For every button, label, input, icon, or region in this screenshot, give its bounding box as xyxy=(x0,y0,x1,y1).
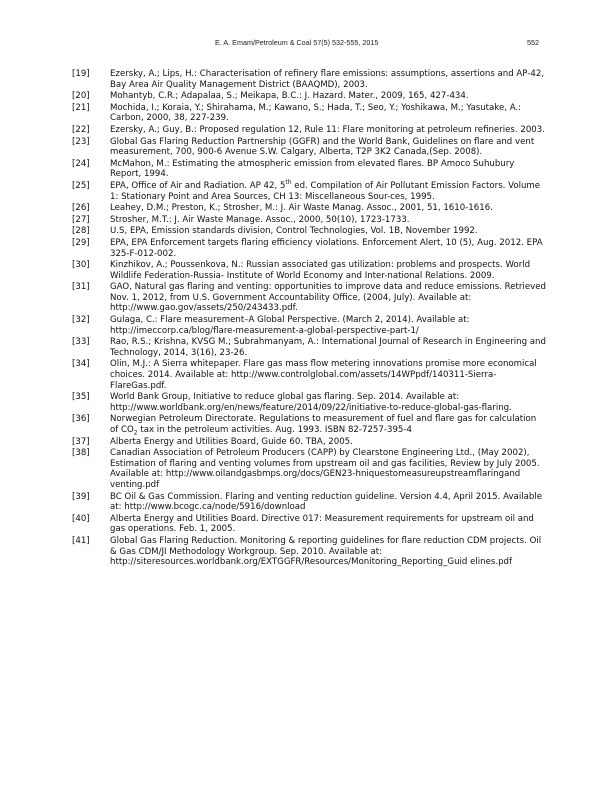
reference-entry xyxy=(72,103,547,124)
reference-text: Canadian Association of Petroleum Producers (CAPP) by Clearstone Engineering Ltd., (May 2002), Estimation of flaring and venting volumes from upstream oil and gas facilities, Review by July 2005. Available at: http://www.oilandgasbmps.org/docs/GEN23-hniquestomeasureupstreamflaringand venting.pdf xyxy=(110,448,540,490)
reference-entry xyxy=(72,159,547,180)
reference-text: Ezersky, A.; Guy, B.: Proposed regulation 12, Rule 11: Flare monitoring at petroleum refineries. 2003. xyxy=(110,124,545,135)
reference-text: McMahon, M.: Estimating the atmospheric emission from elevated flares. BP Amoco Suhubury Report, 1994. xyxy=(110,158,515,180)
reference-number: [40] xyxy=(72,513,90,524)
reference-number: [28] xyxy=(72,226,90,237)
reference-number: [25] xyxy=(72,180,90,191)
reference-text: GAO, Natural gas flaring and venting: opportunities to improve data and reduce emissions. Retrieved Nov. 1, 2012, from U.S. Government Accountability Office, (2004, July). Available at: http://www.gao.gov/assets/250/243433.pdf. xyxy=(110,282,546,314)
reference-list xyxy=(72,69,547,569)
reference-entry xyxy=(72,203,547,214)
reference-text-part: tax in the petroleum activities. Aug. 1993. ISBN 82-7257-395-4 xyxy=(137,425,412,435)
reference-number: [37] xyxy=(72,436,90,447)
reference-number: [24] xyxy=(72,158,90,169)
reference-entry xyxy=(72,137,547,158)
reference-number: [36] xyxy=(72,414,90,425)
reference-entry xyxy=(72,238,547,259)
reference-number: [19] xyxy=(72,69,90,79)
reference-number: [35] xyxy=(72,392,90,403)
reference-text: EPA, EPA Enforcement targets flaring efficiency violations. Enforcement Alert, 10 (5), Aug. 2012. EPA 325-F-012-002. xyxy=(110,237,543,259)
reference-text: Strosher, M.T.: J. Air Waste Manage. Assoc., 2000, 50(10), 1723-1733. xyxy=(110,214,410,225)
reference-number: [29] xyxy=(72,237,90,248)
reference-entry xyxy=(72,514,547,535)
reference-text: Alberta Energy and Utilities Board, Guide 60. TBA, 2005. xyxy=(110,436,353,447)
reference-text: U.S, EPA, Emission standards division, Control Technologies, Vol. 1B, November 1992. xyxy=(110,226,478,237)
reference-text: Mohantyb, C.R.; Adapalaa, S.; Meikapa, B.C.: J. Hazard. Mater., 2009, 165, 427-434. xyxy=(110,91,469,102)
reference-number: [31] xyxy=(72,282,90,293)
reference-text: Mochida, I.; Koraia, Y.; Shirahama, M.; Kawano, S.; Hada, T.; Seo, Y.; Yoshikawa, M.; Yasutake, A.: Carbon, 2000, 38, 227-239. xyxy=(110,102,522,124)
reference-number: [41] xyxy=(72,535,90,546)
superscript: th xyxy=(285,179,292,187)
reference-number: [27] xyxy=(72,214,90,225)
reference-entry xyxy=(72,315,547,336)
reference-entry xyxy=(72,359,547,391)
reference-text: Leahey, D.M.; Preston, K.; Strosher, M.: J. Air Waste Manag. Assoc., 2001, 51, 1610-1616. xyxy=(110,203,493,214)
reference-text: World Bank Group, Initiative to reduce global gas flaring. Sep. 2014. Available at: http://www.worldbank.org/en/news/feature/2014/09/22/initiative-to-reduce-global-gas-flaring. xyxy=(110,392,512,413)
reference-entry xyxy=(72,337,547,358)
reference-text: Olin, M.J.: A Sierra whitepaper. Flare gas mass flow metering innovations promise more economical choices. 2014. Available at: http://www.controlglobal.com/assets/14WPpdf/140311-Sierra-FlareGas.pdf. xyxy=(110,359,537,391)
reference-text-part: EPA, Office of Air and Radiation. AP 42, 5 xyxy=(110,180,286,191)
reference-entry xyxy=(72,226,547,237)
reference-number: [34] xyxy=(72,359,90,370)
reference-number: [38] xyxy=(72,448,90,459)
reference-text: Gulaga, C.: Flare measurement–A Global Perspective. (March 2, 2014). Available at: http://imeccorp.ca/blog/flare-measurement-a-global-perspective-part-1/ xyxy=(110,315,470,336)
reference-entry xyxy=(72,448,547,490)
reference-entry xyxy=(72,437,547,448)
reference-text: Global Gas Flaring Reduction Partnership (GGFR) and the World Bank, Guidelines on flare and vent measurement, 700, 900-6 Avenue S.W. Calgary, Alberta, T2P 3K2 Canada,(Sep. 2008). xyxy=(110,136,535,158)
reference-entry xyxy=(72,125,547,136)
subscript: 2 xyxy=(133,429,138,437)
reference-text: Rao, R.S.; Krishna, KVSG M.; Subrahmanyam, A.: International Journal of Research in Engineering and Technology, 2014, 3(16), 23-26. xyxy=(110,337,546,358)
reference-text: Global Gas Flaring Reduction. Monitoring & reporting guidelines for flare reduction CDM projects. Oil & Gas CDM/JI Methodology Workgroup. Sep. 2010. Available at: http://siteresources.worldbank.org/EXTGGFR/Resources/Monitoring_Reporting_Guid elines.pdf xyxy=(110,535,542,568)
reference-entry xyxy=(72,260,547,281)
reference-entry xyxy=(72,492,547,513)
reference-number: [30] xyxy=(72,260,90,271)
reference-number: [21] xyxy=(72,102,90,113)
reference-text: Ezersky, A.; Lips, H.: Characterisation of refinery flare emissions: assumptions, assertions and AP-42, Bay Area Air Quality Management District (BAAQMD), 2003. xyxy=(110,69,545,90)
reference-text xyxy=(110,181,547,202)
reference-number: [23] xyxy=(72,136,90,147)
reference-text-part: Norwegian Petroleum Directorate. Regulations to measurement of fuel and flare gas for calculation of CO xyxy=(110,414,537,435)
reference-text: BC Oil & Gas Commission. Flaring and venting reduction guideline. Version 4.4, April 2015. Available at: http://www.bcogc.ca/node/5916/download xyxy=(110,491,542,513)
reference-number: [22] xyxy=(72,124,90,135)
reference-number: [32] xyxy=(72,315,90,326)
running-head: E. A. Emam/Petroleum & Coal 57(5) 532-555, 2015 xyxy=(215,38,379,47)
reference-text xyxy=(110,414,547,435)
reference-entry xyxy=(72,392,547,413)
reference-entry xyxy=(72,282,547,314)
reference-number: [39] xyxy=(72,491,90,502)
reference-text-part: ed. Compilation of Air Pollutant Emission Factors. Volume 1: Stationary Point and Area Sources, CH 13: Miscellaneous Sour-ces, 1995. xyxy=(110,180,541,202)
reference-entry xyxy=(72,536,547,568)
reference-entry xyxy=(72,69,547,90)
reference-number: [20] xyxy=(72,91,90,102)
page-number: 552 xyxy=(527,38,539,47)
reference-entry xyxy=(72,414,547,435)
reference-text: Kinzhikov, A.; Poussenkova, N.: Russian associated gas utilization: problems and prospects. World Wildlife Federation-Russia- Institute of World Economy and Inter-national Relations. 2009. xyxy=(110,260,531,281)
reference-entry xyxy=(72,91,547,102)
reference-entry xyxy=(72,181,547,202)
reference-number: [26] xyxy=(72,203,90,214)
reference-number: [33] xyxy=(72,337,90,348)
reference-entry xyxy=(72,215,547,226)
reference-text: Alberta Energy and Utilities Board. Directive 017: Measurement requirements for upstream oil and gas operations. Feb. 1, 2005. xyxy=(110,513,534,535)
